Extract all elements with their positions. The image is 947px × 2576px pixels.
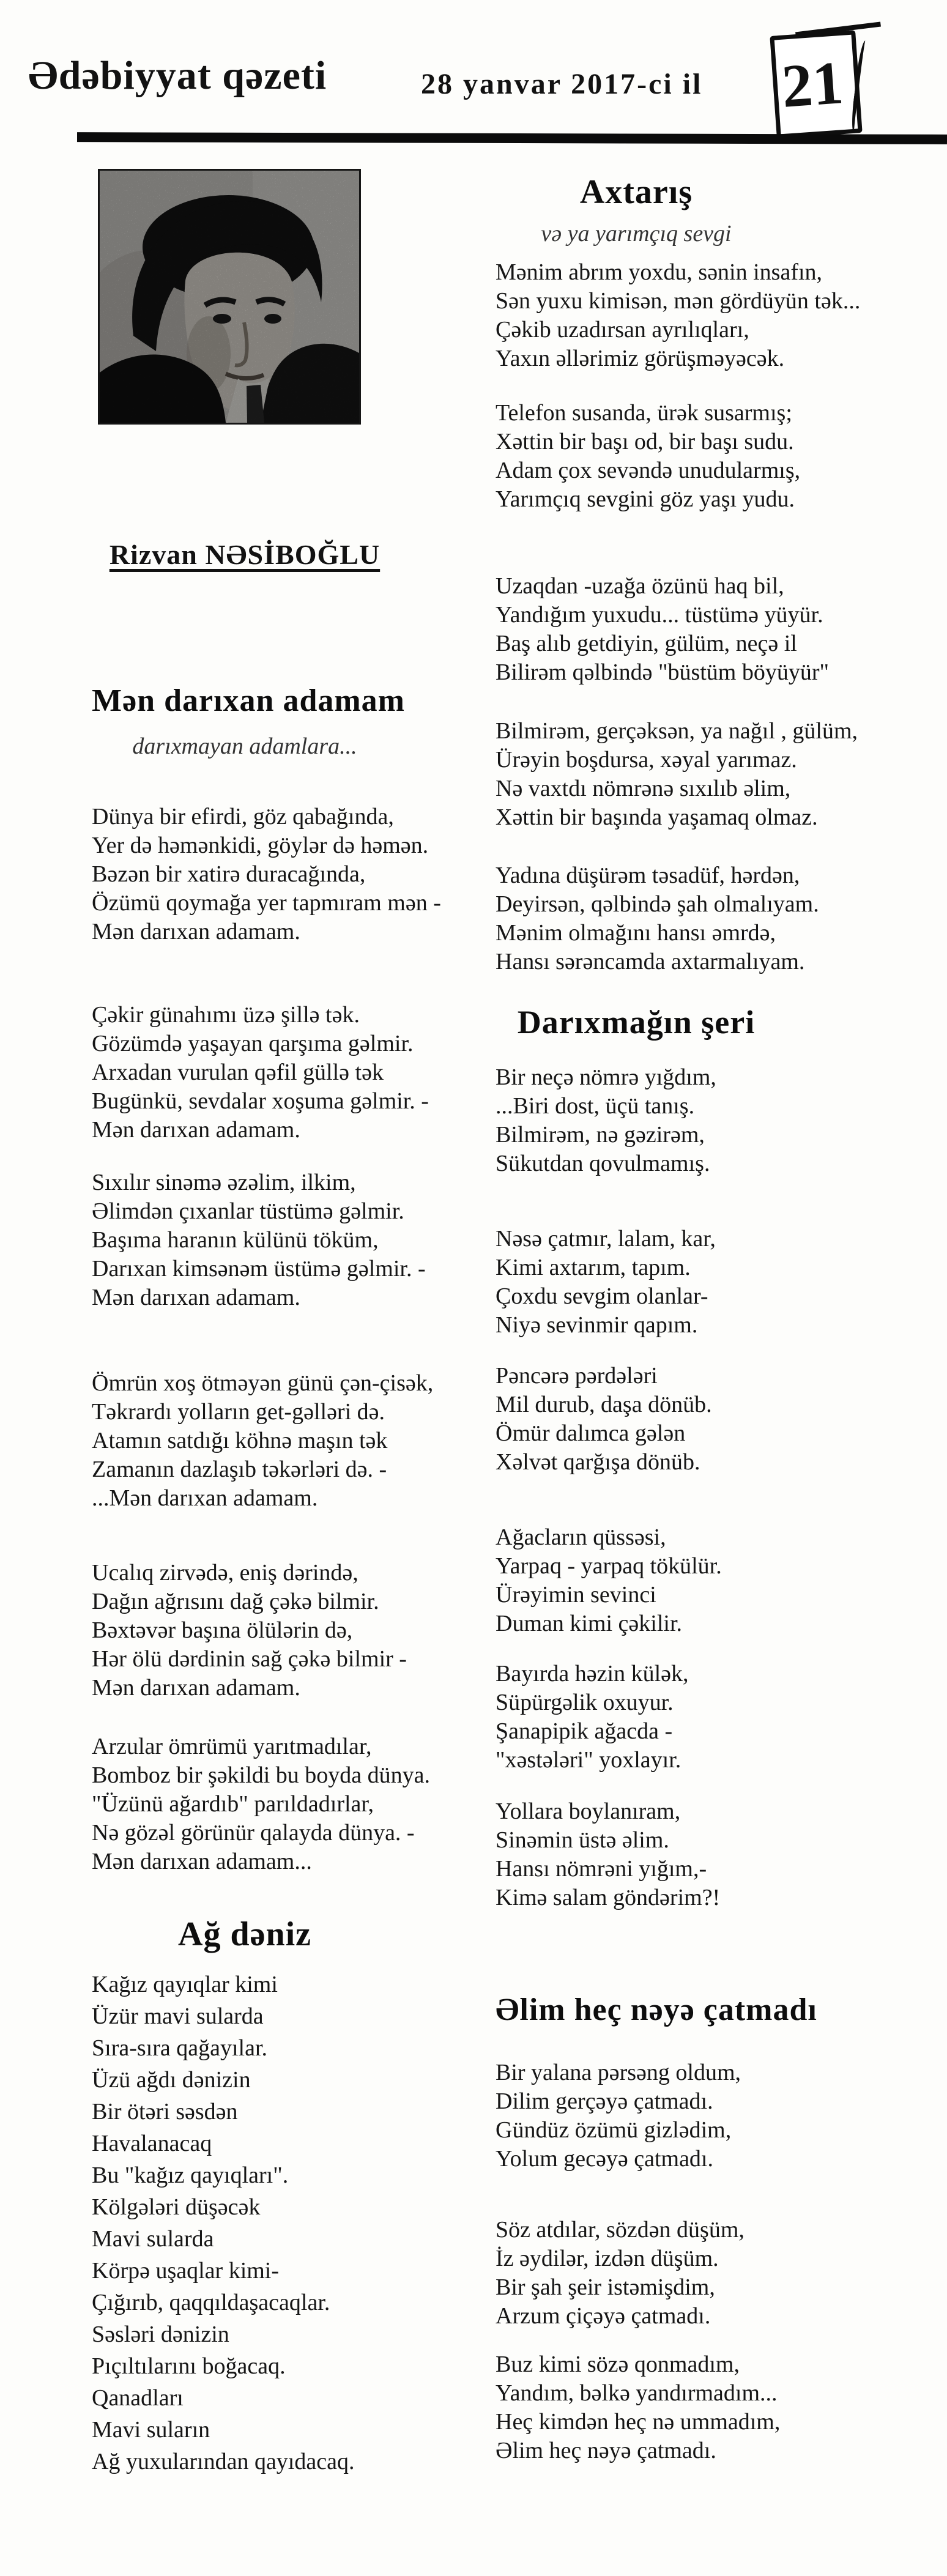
poem-line: Pıçıltılarını boğacaq. bbox=[92, 2353, 286, 2379]
poem-line: Dilim gerçəyə çatmadı. bbox=[496, 2088, 713, 2114]
poem-line: ...Biri dost, üçü tanış. bbox=[496, 1093, 695, 1119]
poem-line: Bilirəm qəlbində "büstüm böyüyür" bbox=[496, 659, 830, 685]
poem-line: Yer də həmənkidi, göylər də həmən. bbox=[92, 833, 429, 858]
stanza bbox=[496, 2216, 745, 2331]
poem-line: Ucalıq zirvədə, eniş dərində, bbox=[92, 1560, 358, 1586]
poem-line: Arxadan vurulan qəfil güllə tək bbox=[92, 1060, 384, 1085]
stanza bbox=[496, 1225, 716, 1340]
poem-line: Bu "kağız qayıqları". bbox=[92, 2162, 289, 2188]
poem-line: Atamın satdığı köhnə maşın tək bbox=[92, 1428, 388, 1453]
poem-line: Özümü qoymağa yer tapmıram mən - bbox=[92, 890, 441, 916]
poem-line: Nəsə çatmır, lalam, kar, bbox=[496, 1226, 716, 1252]
poem-line: Sinəmin üstə əlim. bbox=[496, 1827, 669, 1853]
poem-line: Pəncərə pərdələri bbox=[496, 1363, 658, 1389]
poem-line: Baş alıb getdiyin, gülüm, neçə il bbox=[496, 631, 797, 656]
poem-line: Niyə sevinmir qapım. bbox=[496, 1312, 698, 1338]
poem-line: Telefon susanda, ürək susarmış; bbox=[496, 400, 792, 426]
poem-line: Xəlvət qarğışa dönüb. bbox=[496, 1449, 700, 1475]
stanza bbox=[496, 1063, 716, 1178]
portrait-illustration bbox=[100, 171, 359, 423]
poem-line: Mən darıxan adamam. bbox=[92, 1675, 300, 1701]
poem-line: Xəttin bir başı od, bir başı sudu. bbox=[496, 429, 794, 455]
page-number: 21 bbox=[779, 48, 845, 121]
stanza bbox=[92, 1969, 354, 2478]
poem-line: Bugünkü, sevdalar xoşuma gəlmir. - bbox=[92, 1088, 429, 1114]
poem-line: Səsləri dənizin bbox=[92, 2322, 229, 2347]
poem-line: Sıxılır sinəmə əzəlim, ilkim, bbox=[92, 1170, 356, 1195]
poem-line: Əlim heç nəyə çatmadı. bbox=[496, 2438, 716, 2463]
poem-dedication: darıxmayan adamlara... bbox=[132, 733, 357, 759]
poem-line: Hansı nömrəni yığım,- bbox=[496, 1856, 707, 1882]
poem-line: Dağın ağrısını dağ çəkə bilmir. bbox=[92, 1589, 379, 1614]
poem-line: Nə vaxtdı nömrənə sıxılıb əlim, bbox=[496, 776, 791, 801]
poem-line: Şanapipik ağacda - bbox=[496, 1718, 673, 1744]
poem-title-axtaris: Axtarış bbox=[579, 173, 693, 211]
poem-line: Ağacların qüssəsi, bbox=[496, 1524, 666, 1550]
stanza bbox=[92, 1732, 430, 1876]
poem-line: Ömrün xoş ötməyən günü çən-çisək, bbox=[92, 1370, 434, 1396]
poem-line: Ömür dalımca gələn bbox=[496, 1420, 686, 1446]
poem-line: Yarımçıq sevgini göz yaşı yudu. bbox=[496, 486, 795, 512]
poem-line: Deyirsən, qəlbində şah olmalıyam. bbox=[496, 891, 819, 917]
stanza bbox=[92, 1369, 433, 1513]
poem-line: Mən darıxan adamam. bbox=[92, 1285, 300, 1310]
newspaper-title: Ədəbiyyat qəzeti bbox=[28, 53, 327, 98]
poem-line: Zamanın dazlaşıb təkərləri də. - bbox=[92, 1457, 387, 1482]
poem-line: Duman kimi çəkilir. bbox=[496, 1611, 683, 1636]
poem-line: Arzum çiçəyə çatmadı. bbox=[496, 2303, 711, 2329]
poem-title-ag-deniz: Ağ dəniz bbox=[178, 1915, 311, 1953]
stanza bbox=[496, 1362, 712, 1477]
poem-line: Kimə salam göndərim?! bbox=[496, 1885, 721, 1910]
poem-line: Bəzən bir xatirə duracağında, bbox=[92, 861, 366, 887]
poem-line: ...Mən darıxan adamam. bbox=[92, 1485, 318, 1511]
poem-line: Sükutdan qovulmamış. bbox=[496, 1151, 710, 1176]
poem-line: Ağ yuxularından qayıdacaq. bbox=[92, 2449, 355, 2474]
stanza bbox=[496, 258, 860, 373]
poem-line: Ürəyin boşdursa, xəyal yarımaz. bbox=[496, 747, 797, 773]
poem-line: Bir neçə nömrə yığdım, bbox=[496, 1064, 716, 1090]
poem-line: Mil durub, daşa dönüb. bbox=[496, 1392, 712, 1417]
poem-line: Yarpaq - yarpaq tökülür. bbox=[496, 1553, 722, 1579]
poem-line: Çoxdu sevgim olanlar- bbox=[496, 1283, 708, 1309]
poem-line: Hansı sərəncamda axtarmalıyam. bbox=[496, 949, 805, 974]
poem-line: Bilmirəm, gerçəksən, ya nağıl , gülüm, bbox=[496, 718, 858, 744]
poem-line: Sıra-sıra qağayılar. bbox=[92, 2035, 268, 2061]
masthead-rule bbox=[77, 132, 947, 144]
poem-line: Yaxın əllərimiz görüşməyəcək. bbox=[496, 346, 785, 371]
stanza bbox=[496, 1523, 722, 1638]
poem-line: Mənim olmağını hansı əmrdə, bbox=[496, 920, 776, 946]
poem-line: Gözümdə yaşayan qarşıma gəlmir. bbox=[92, 1031, 414, 1056]
poem-line: Bir ötəri səsdən bbox=[92, 2099, 238, 2125]
poem-line: Nə gözəl görünür qalayda dünya. - bbox=[92, 1820, 415, 1846]
poem-line: Yadına düşürəm təsadüf, hərdən, bbox=[496, 863, 800, 888]
poem-title-elim-hec-neye-catmadi: Əlim heç nəyə çatmadı bbox=[496, 1992, 817, 2027]
poem-line: "Üzünü ağardıb" parıldadırlar, bbox=[92, 1791, 374, 1817]
poem-line: Adam çox sevəndə unudularmış, bbox=[496, 458, 801, 483]
stanza bbox=[496, 1797, 720, 1912]
poem-line: Bilmirəm, nə gəzirəm, bbox=[496, 1122, 705, 1148]
poem-line: Çığırıb, qaqqıldaşacaqlar. bbox=[92, 2290, 330, 2315]
stanza bbox=[92, 1559, 407, 1702]
poem-line: Üzü ağdı dənizin bbox=[92, 2067, 251, 2093]
poem-line: Yolum gecəyə çatmadı. bbox=[496, 2146, 713, 2172]
poem-line: Bayırda həzin külək, bbox=[496, 1661, 689, 1687]
poem-line: Ürəyimin sevinci bbox=[496, 1582, 656, 1608]
author-name bbox=[92, 538, 398, 571]
poem-line: "xəstələri" yoxlayır. bbox=[496, 1747, 681, 1773]
issue-date: 28 yanvar 2017-ci il bbox=[421, 68, 703, 100]
stanza bbox=[496, 1660, 689, 1775]
stanza bbox=[496, 399, 800, 514]
poem-line: Mavi suların bbox=[92, 2417, 210, 2443]
poem-line: Uzaqdan -uzağa özünü haq bil, bbox=[496, 573, 784, 599]
poem-line: Bəxtəvər başına ölülərin də, bbox=[92, 1617, 353, 1643]
poem-line: Hər ölü dərdinin sağ çəkə bilmir - bbox=[92, 1646, 407, 1672]
poem-line: Mavi sularda bbox=[92, 2226, 214, 2252]
stanza bbox=[496, 2350, 780, 2465]
stanza bbox=[92, 1001, 429, 1145]
poem-line: Sən yuxu kimisən, mən gördüyün tək... bbox=[496, 288, 861, 314]
poem-line: Körpə uşaqlar kimi- bbox=[92, 2258, 280, 2284]
poem-line: Darıxan kimsənəm üstümə gəlmir. - bbox=[92, 1256, 426, 1282]
poem-line: Mən darıxan adamam. bbox=[92, 1117, 300, 1143]
poem-line: Kölgələri düşəcək bbox=[92, 2194, 261, 2220]
poem-line: Təkrardı yolların get-gəlləri də. bbox=[92, 1399, 385, 1425]
poem-title-darixmagin-seri: Darıxmağın şeri bbox=[517, 1004, 756, 1041]
poem-line: Havalanacaq bbox=[92, 2131, 212, 2156]
poem-line: Gündüz özümü gizlədim, bbox=[496, 2117, 732, 2143]
poem-line: Əlimdən çıxanlar tüstümə gəlmir. bbox=[92, 1198, 404, 1224]
author-name-text: Rizvan NƏSİBOĞLU bbox=[109, 539, 381, 570]
poem-line: Xəttin bir başında yaşamaq olmaz. bbox=[496, 804, 818, 830]
stanza bbox=[496, 2058, 741, 2173]
poem-line: Qanadları bbox=[92, 2385, 184, 2411]
author-photo bbox=[98, 169, 361, 425]
stanza bbox=[496, 572, 829, 687]
poem-line: Söz atdılar, sözdən düşüm, bbox=[496, 2217, 745, 2243]
poem-line: Bir şah şeir istəmişdim, bbox=[496, 2274, 715, 2300]
poem-line: Üzür mavi sularda bbox=[92, 2003, 264, 2029]
calendar-page-icon bbox=[770, 30, 862, 138]
stanza bbox=[496, 717, 858, 832]
poem-line: Buz kimi sözə qonmadım, bbox=[496, 2351, 740, 2377]
poem-line: Kimi axtarım, tapım. bbox=[496, 1255, 691, 1280]
poem-line: Mənim abrım yoxdu, sənin insafın, bbox=[496, 259, 823, 285]
poem-subtitle: və ya yarımçıq sevgi bbox=[541, 221, 732, 247]
poem-line: Süpürgəlik oxuyur. bbox=[496, 1690, 674, 1715]
stanza bbox=[496, 861, 819, 976]
stanza bbox=[92, 1168, 426, 1312]
poem-line: Çəkib uzadırsan ayrılıqları, bbox=[496, 317, 749, 343]
poem-line: Arzular ömrümü yarıtmadılar, bbox=[92, 1734, 372, 1759]
poem-line: Yandım, bəlkə yandırmadım... bbox=[496, 2380, 778, 2406]
poem-line: Kağız qayıqlar kimi bbox=[92, 1972, 278, 1997]
poem-line: Yandığım yuxudu... tüstümə yüyür. bbox=[496, 602, 823, 628]
poem-line: İz əydilər, izdən düşüm. bbox=[496, 2246, 719, 2271]
stanza bbox=[92, 803, 441, 946]
poem-line: Heç kimdən heç nə ummadım, bbox=[496, 2409, 781, 2435]
poem-title-men-darixan: Mən darıxan adamam bbox=[92, 683, 405, 718]
poem-line: Yollara boylanıram, bbox=[496, 1798, 681, 1824]
poem-line: Mən darıxan adamam... bbox=[92, 1849, 312, 1874]
poem-line: Dünya bir efirdi, göz qabağında, bbox=[92, 804, 394, 830]
poem-line: Mən darıxan adamam. bbox=[92, 919, 300, 945]
poem-line: Çəkir günahımı üzə şillə tək. bbox=[92, 1002, 360, 1028]
poem-line: Başıma haranın külünü töküm, bbox=[92, 1227, 379, 1253]
poem-line: Bomboz bir şəkildi bu boyda dünya. bbox=[92, 1762, 431, 1788]
poem-line: Bir yalana pərsəng oldum, bbox=[496, 2060, 741, 2085]
